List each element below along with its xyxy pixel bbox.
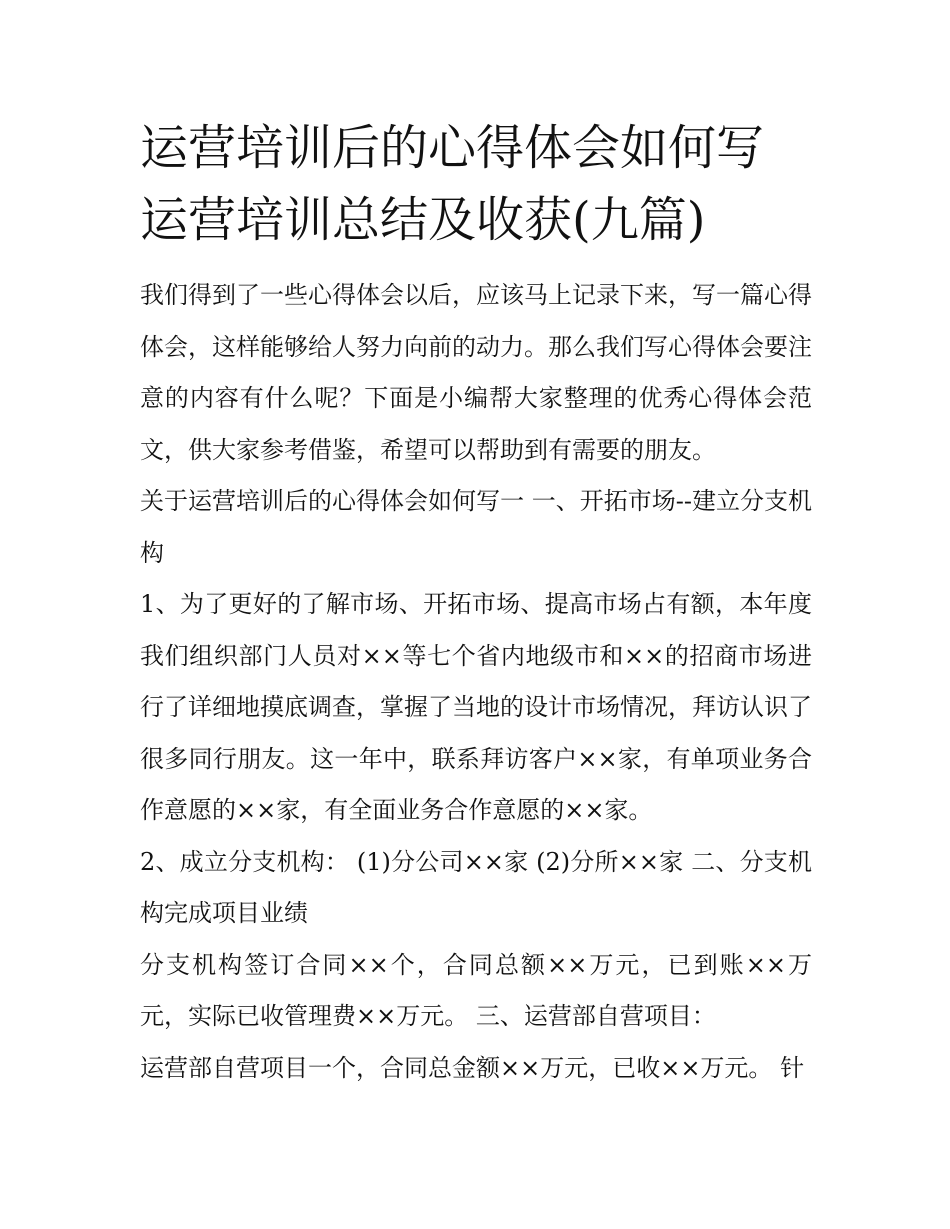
- document-title: [140, 112, 812, 256]
- item-2-paragraph: 2、成立分支机构： (1)分公司××家 (2)分所××家 二、分支机构完成项目业绩: [140, 847, 812, 927]
- self-operated-paragraph: 运营部自营项目一个，合同总金额××万元，已收××万元。 针: [140, 1053, 805, 1082]
- item-1-paragraph: 1、为了更好的了解市场、开拓市场、提高市场占有额，本年度我们组织部门人员对××等七个省内地级市和××的招商市场进行了详细地摸底调查，掌握了当地的设计市场情况，拜访认识了很多同行朋友。这一年中，联系拜访客户××家，有单项业务合作意愿的××家，有全面业务合作意愿的××家。: [140, 590, 812, 824]
- branch-results-paragraph: 分支机构签订合同××个，合同总额××万元，已到账××万元，实际已收管理费××万元。 三、运营部自营项目：: [140, 950, 812, 1030]
- title-line-1: 运营培训后的心得体会如何写: [140, 120, 765, 176]
- section-heading-paragraph: 关于运营培训后的心得体会如何写一 一、开拓市场--建立分支机构: [140, 487, 812, 567]
- document-body: [140, 112, 812, 1094]
- title-line-2: 运营培训总结及收获(九篇): [140, 192, 706, 248]
- intro-paragraph: 我们得到了一些心得体会以后，应该马上记录下来，写一篇心得体会，这样能够给人努力向前的动力。那么我们写心得体会要注意的内容有什么呢？下面是小编帮大家整理的优秀心得体会范文，供大家参考借鉴，希望可以帮助到有需要的朋友。: [140, 281, 812, 464]
